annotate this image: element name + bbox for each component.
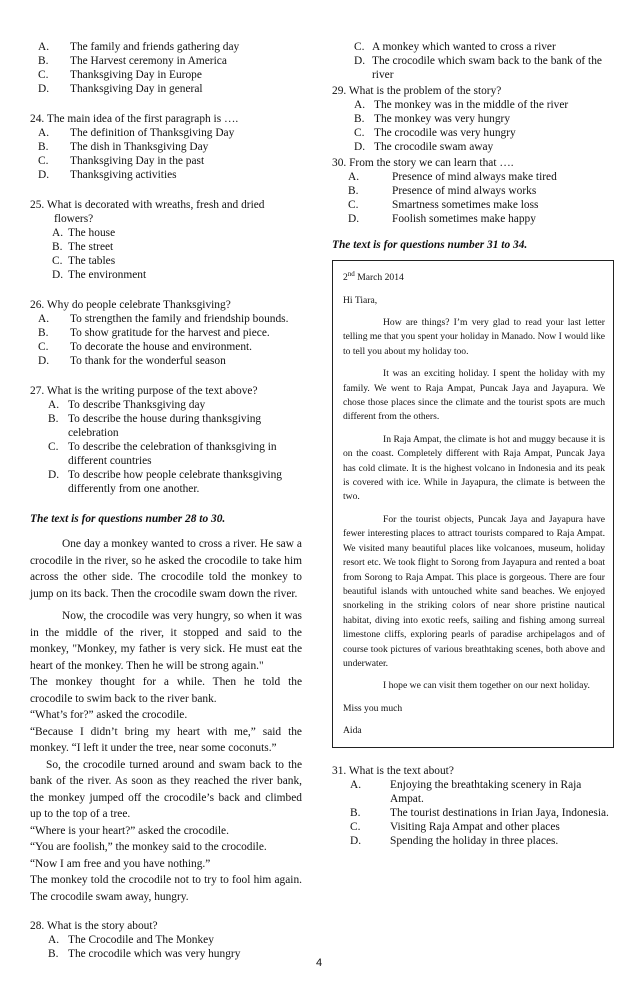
section-heading-31-34: The text is for questions number 31 to 34. (332, 239, 528, 251)
question-25 (30, 198, 302, 282)
question-text-cont: flowers? (54, 213, 94, 225)
story-paragraph: “Because I didn’t bring my heart with me,” said the monkey. “I left it under the tree, near some coconuts.” (30, 725, 302, 754)
question-31 (332, 764, 614, 848)
letter-greeting: Hi Tiara, (343, 294, 378, 306)
option-23b: B. The Harvest ceremony in America (38, 55, 227, 67)
option-30c: C. Smartness sometimes make loss (348, 199, 539, 211)
option-31a: A. Enjoying the breathtaking scenery in Raja Ampat. (350, 778, 582, 805)
story-paragraph: “Now I am free and you have nothing.” (30, 857, 211, 870)
option-31b: B. The tourist destinations in Irian Jaya, Indonesia. (350, 806, 609, 819)
option-28b: B. The crocodile which was very hungry (48, 948, 241, 960)
option-31c: C. Visiting Raja Ampat and other places (350, 820, 560, 833)
story-paragraph: One day a monkey wanted to cross a river. He saw a crocodile in the river, so he asked the crocodile to take him across the other side. The crocodile told the monkey to jump on its back. Then the crocodile swam down the river. (30, 538, 302, 600)
option-25d: D. The environment (52, 269, 147, 281)
question-26 (30, 298, 302, 368)
option-31d: D. Spending the holiday in three places. (350, 834, 559, 847)
letter-paragraph: How are things? I’m very glad to read your last letter telling me that you spent your holiday in Manado. Now I would like to tell you about my holiday too. (343, 317, 605, 357)
letter-paragraph: It was an exciting holiday. I spent the holiday with my family. We went to Raja Ampat, Puncak Jaya and Jayapura. We chose those places since the climate and the tourist spots are much different from the others. (343, 368, 605, 423)
option-27b: B. To describe the house during thanksgiving celebration (48, 413, 262, 439)
option-26a: A. To strengthen the family and friendship bounds. (38, 313, 289, 325)
right-column (332, 40, 614, 848)
option-28a: A. The Crocodile and The Monkey (48, 934, 214, 946)
option-30a: A. Presence of mind always make tired (348, 171, 557, 183)
story-paragraph: The monkey told the crocodile not to try to fool him again. The crocodile swam away, hungry. (30, 874, 302, 903)
story-paragraph: The monkey thought for a while. Then he told the crocodile to swim back to the river bank. (30, 676, 302, 705)
option-27c: C. To describe the celebration of thanksgiving in different countries (48, 441, 277, 467)
option-29b: B. The monkey was very hungry (354, 113, 511, 125)
option-24a: A. The definition of Thanksgiving Day (38, 127, 235, 139)
question-28 (30, 919, 302, 961)
option-23c: C. Thanksgiving Day in Europe (38, 69, 202, 81)
option-29d: D. The crocodile swam away (354, 141, 494, 153)
question-27 (30, 384, 302, 496)
question-text: 26. Why do people celebrate Thanksgiving? (30, 299, 231, 311)
letter-closing: Miss you much (343, 702, 403, 714)
option-24d: D. Thanksgiving activities (38, 169, 177, 181)
question-text: 29. What is the problem of the story? (332, 85, 502, 97)
question-24 (30, 112, 302, 182)
story-paragraph: “You are foolish,” the monkey said to the crocodile. (30, 841, 267, 853)
option-25b: B. The street (52, 241, 114, 253)
option-23a: A. The family and friends gathering day (38, 41, 240, 53)
letter-paragraph: For the tourist objects, Puncak Jaya and Jayapura have fewer interesting places to attract tourists compared to Raja Ampat. We visited many beautiful places like volcanoes, museum, holiday resort etc. We took flight to Sorong from Jayapura and rented a boat from Sorong to Raja Ampat. This place is gorgeous. There are four beautiful islands with untouched white sand beaches. We enjoyed snorkeling in the striking colors of near shore pristine nautical habitat, diving into exotic reefs, sailing and fishing among surreal limestone cliffs, exploring pearls of paradise archipelagos and of course took pictures of various breathtaking scenes, both above and underwater. (343, 513, 605, 669)
story-paragraph: “What’s for?” asked the crocodile. (30, 709, 188, 721)
story-paragraph: “Where is your heart?” asked the crocodile. (30, 824, 229, 837)
question-text: 24. The main idea of the first paragraph is …. (30, 113, 239, 125)
q23-options (30, 40, 302, 96)
story-paragraph: Now, the crocodile was very hungry, so when it was in the middle of the river, it stopped and said to the monkey, "Monkey, my father is very sick. He must eat the heart of the monkey. Then he will be strong again." (30, 610, 302, 672)
option-30b: B. Presence of mind always works (348, 185, 537, 197)
option-28c: C. A monkey which wanted to cross a river (354, 41, 556, 53)
option-30d: D. Foolish sometimes make happy (348, 213, 536, 225)
letter-box (332, 260, 614, 748)
option-25a: A. The house (52, 227, 116, 239)
page-number: 4 (315, 957, 323, 969)
question-text: 28. What is the story about? (30, 920, 158, 932)
option-25c: C. The tables (52, 255, 116, 267)
option-26d: D. To thank for the wonderful season (38, 355, 226, 367)
option-29a: A. The monkey was in the middle of the river (354, 99, 569, 111)
story-paragraph: So, the crocodile turned around and swam back to the bank of the river. As soon as they reached the river bank, the monkey jumped off the crocodile’s back and climbed up to the top of a tree. (30, 758, 302, 820)
option-26b: B. To show gratitude for the harvest and piece. (38, 327, 270, 339)
letter-signature: Aida (343, 725, 362, 737)
option-27a: A. To describe Thanksgiving day (48, 399, 206, 411)
question-29 (332, 84, 614, 154)
q28-options-cont (332, 40, 614, 82)
question-text: 30. From the story we can learn that …. (332, 157, 514, 169)
option-26c: C. To decorate the house and environment. (38, 341, 253, 353)
question-text: 27. What is the writing purpose of the text above? (30, 385, 258, 397)
option-24c: C. Thanksgiving Day in the past (38, 155, 205, 167)
option-24b: B. The dish in Thanksgiving Day (38, 141, 209, 153)
section-heading-28-30: The text is for questions number 28 to 30. (30, 513, 226, 525)
option-29c: C. The crocodile was very hungry (354, 127, 516, 139)
option-28d: D. The crocodile which swam back to the bank of the river (354, 55, 602, 81)
left-column (30, 40, 302, 961)
letter-paragraph: In Raja Ampat, the climate is hot and muggy because it is on the coast. Completely different with Raja Ampat, Puncak Jaya has cold climate. It is the highest volcano in Indonesia and its peak is covered with ice. While in Jayapura, the climate is between the two. (343, 433, 605, 503)
question-30 (332, 156, 614, 226)
option-27d: D. To describe how people celebrate thanksgiving differently from one another. (48, 469, 282, 495)
option-23d: D. Thanksgiving Day in general (38, 83, 203, 95)
monkey-crocodile-story (30, 536, 302, 905)
question-text: 25. What is decorated with wreaths, fresh and dried (30, 199, 265, 211)
letter-paragraph: I hope we can visit them together on our next holiday. (383, 680, 590, 692)
question-text: 31. What is the text about? (332, 764, 454, 777)
letter-date: 2nd March 2014 (343, 270, 404, 284)
